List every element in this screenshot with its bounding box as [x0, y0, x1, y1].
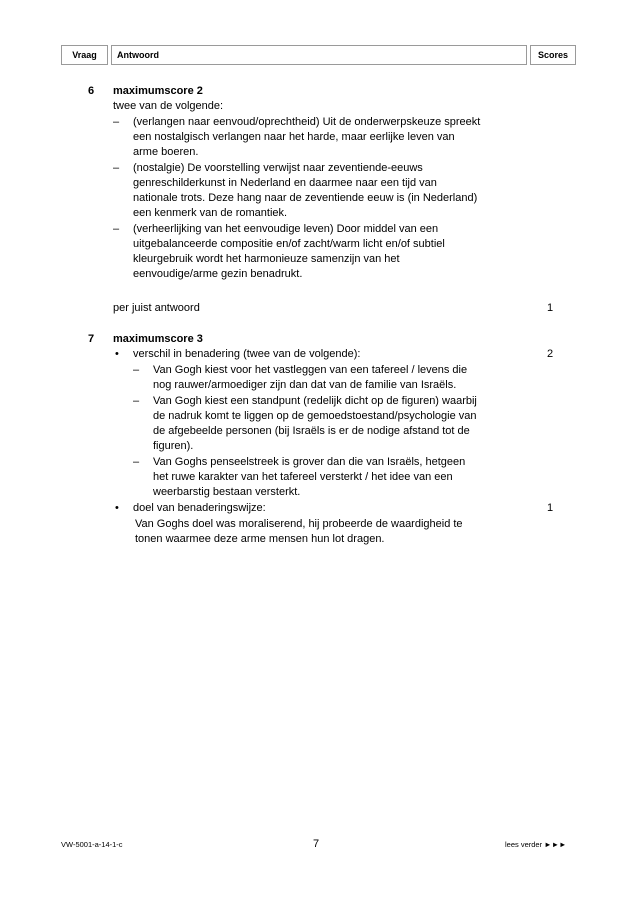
q7-item2-dash: – [133, 395, 140, 407]
q6-intro: twee van de volgende: [113, 100, 224, 112]
q7-item1-line: nog rauwer/armoediger zijn dan dat van de familie van Israëls. [153, 379, 457, 391]
q7-item3-dash: – [133, 456, 140, 468]
q6-number: 6 [88, 85, 95, 97]
q7-part2-line: Van Goghs doel was moraliserend, hij probeerde de waardigheid te [135, 518, 463, 530]
q6-item2-line: nationale trots. Deze hang naar de zeventiende eeuw is (in Nederland) [133, 192, 478, 204]
q7-item2-line: figuren). [153, 440, 194, 452]
q6-item3-dash: – [113, 223, 120, 235]
q6-item2-line: een kenmerk van de romantiek. [133, 207, 288, 219]
q6-item2-line: (nostalgie) De voorstelling verwijst naar zeventiende-eeuws [133, 162, 423, 174]
q7-title: maximumscore 3 [113, 333, 203, 345]
q7-item3-line: het ruwe karakter van het tafereel versterkt / het idee van een [153, 471, 453, 483]
q6-per-answer: per juist antwoord [113, 302, 200, 314]
q7-item1-dash: – [133, 364, 140, 376]
header-antwoord: Antwoord [111, 45, 527, 65]
q6-item3-line: (verheerlijking van het eenvoudige leven) Door middel van een [133, 223, 439, 235]
q6-item3-line: uitgebalanceerde compositie en/of zacht/warm licht en/of subtiel [133, 238, 445, 250]
q7-part1-label: verschil in benadering (twee van de volgende): [133, 348, 361, 360]
q7-item2-line: de nadruk komt te liggen op de gemoedstoestand/psychologie van [153, 410, 477, 422]
q7-part1-bullet: • [115, 348, 119, 360]
q7-item2-line: de afgebeelde personen (bij Israëls is er de nodige afstand tot de [153, 425, 470, 437]
q7-part1-score: 2 [547, 348, 554, 360]
footer-code: VW-5001-a-14-1-c [61, 840, 123, 849]
header-scores: Scores [530, 45, 576, 65]
q7-item1-line: Van Gogh kiest voor het vastleggen van een tafereel / levens die [153, 364, 468, 376]
q6-item1-line: een nostalgisch verlangen naar het harde, maar eerlijke leven van [133, 131, 455, 143]
q7-part2-score: 1 [547, 502, 554, 514]
q6-item1-dash: – [113, 116, 120, 128]
q7-part2-line: tonen waarmee deze arme mensen hun lot dragen. [135, 533, 385, 545]
header-vraag: Vraag [61, 45, 108, 65]
q6-per-answer-score: 1 [547, 302, 554, 314]
q6-item1-line: (verlangen naar eenvoud/oprechtheid) Uit de onderwerpskeuze spreekt [133, 116, 481, 128]
footer-next: lees verder ►►► [505, 840, 567, 849]
q7-item2-line: Van Gogh kiest een standpunt (redelijk dicht op de figuren) waarbij [153, 395, 477, 407]
q7-part2-label: doel van benaderingswijze: [133, 502, 266, 514]
q6-item3-line: eenvoudige/arme gezin benadrukt. [133, 268, 303, 280]
q6-item1-line: arme boeren. [133, 146, 199, 158]
q6-item2-dash: – [113, 162, 120, 174]
q7-part2-bullet: • [115, 502, 119, 514]
q6-item2-line: genreschilderkunst in Nederland en daarmee naar een tijd van [133, 177, 437, 189]
page-number: 7 [313, 838, 320, 850]
q6-item3-line: kleurgebruik wordt het harmonieuze samenzijn van het [133, 253, 400, 265]
q7-item3-line: weerbarstig bestaan versterkt. [153, 486, 301, 498]
q6-title: maximumscore 2 [113, 85, 203, 97]
q7-number: 7 [88, 333, 95, 345]
q7-item3-line: Van Goghs penseelstreek is grover dan die van Israëls, hetgeen [153, 456, 466, 468]
